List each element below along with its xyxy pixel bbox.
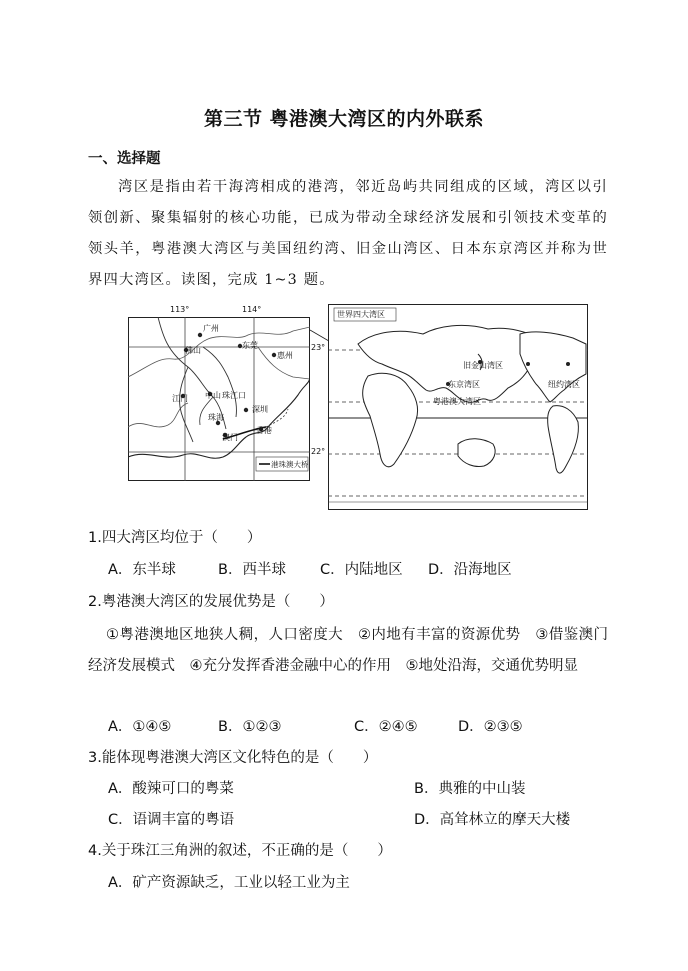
- place-label: 东莞: [242, 341, 258, 350]
- intro-paragraph: 湾区是指由若干海湾相成的港湾，邻近岛屿共同组成的区域，湾区以引领创新、聚集辐射的核心功能，已成为带动全球经济发展和引领技术变革的领头羊，粤港澳大湾区与美国纽约湾、旧金山湾区、日本东京湾区并称为世界四大湾区。读图，完成 1~3 题。: [88, 179, 608, 288]
- place-label: 珠海: [208, 413, 224, 422]
- q2-option-a: A．①④⑤: [108, 719, 172, 735]
- question-1-stem: 1.四大湾区均位于（ ）: [88, 530, 262, 546]
- lat-label-23: 23°: [311, 343, 326, 352]
- page-title: 第三节 粤港澳大湾区的内外联系: [203, 108, 485, 130]
- q3-option-a: A．酸辣可口的粤菜: [108, 781, 234, 797]
- bay-label-san-francisco: 旧金山湾区: [463, 361, 503, 370]
- q1-option-d: D．沿海地区: [428, 562, 512, 578]
- place-label: 深圳: [252, 405, 268, 414]
- question-2-stem: 2.粤港澳大湾区的发展优势是（ ）: [88, 594, 334, 610]
- q4-option-a: A．矿产资源缺乏，工业以轻工业为主: [108, 875, 350, 891]
- question-2-body: ①粤港澳地区地狭人稠，人口密度大 ②内地有丰富的资源优势 ③借鉴澳门经济发展模式 ④充分发挥香港金融中心的作用 ⑤地处沿海，交通优势明显: [88, 627, 608, 674]
- lon-label-114: 114°: [242, 305, 262, 314]
- question-4-stem: 4.关于珠江三角洲的叙述，不正确的是（ ）: [88, 843, 392, 859]
- lon-label-113: 113°: [170, 305, 190, 314]
- q1-option-a: A．东半球: [108, 562, 176, 578]
- place-label: 广州: [203, 324, 219, 333]
- place-label: 中山: [205, 391, 221, 400]
- place-label: 佛山: [185, 346, 201, 355]
- q2-option-b: B．①②③: [218, 719, 282, 735]
- q1-option-b: B．西半球: [218, 562, 286, 578]
- place-label: 惠州: [277, 351, 293, 360]
- bay-label-new-york: 纽约湾区: [548, 380, 580, 389]
- q1-option-c: C．内陆地区: [320, 562, 403, 578]
- world-map: [328, 304, 588, 510]
- bay-label-gba: 粤港澳大湾区: [433, 397, 481, 406]
- q3-option-c: C．语调丰富的粤语: [108, 812, 235, 828]
- place-label: 珠江口: [222, 391, 246, 400]
- q2-option-c: C．②④⑤: [354, 719, 418, 735]
- section-heading: 一、选择题: [88, 151, 161, 167]
- bay-label-tokyo: 东京湾区: [448, 380, 480, 389]
- q2-option-d: D．②③⑤: [458, 719, 523, 735]
- world-map-title: 世界四大湾区: [337, 310, 385, 319]
- q3-option-d: D．高耸林立的摩天大楼: [414, 812, 571, 828]
- legend-bridge-label: 港珠澳大桥: [271, 460, 309, 469]
- place-label: 香港: [256, 426, 272, 435]
- q3-option-b: B．典雅的中山装: [414, 781, 526, 797]
- place-label: 澳门: [222, 433, 238, 442]
- place-label: 江门: [172, 394, 188, 403]
- question-3-stem: 3.能体现粤港澳大湾区文化特色的是（ ）: [88, 750, 378, 766]
- lat-label-22: 22°: [311, 447, 326, 456]
